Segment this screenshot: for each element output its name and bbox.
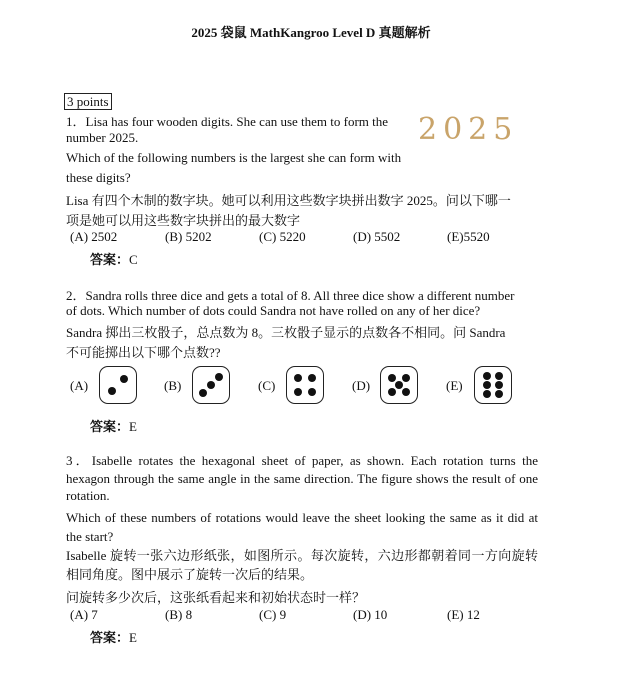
q1-answer [90, 249, 138, 268]
die-c [286, 366, 324, 404]
q3-option-c: (C) 9 [259, 607, 287, 622]
q1-option-a: (A) 2502 [70, 229, 118, 244]
die-pip [388, 374, 396, 382]
q1-option-e: (E)5520 [447, 229, 490, 244]
die-pip [207, 381, 215, 389]
q2-answer [90, 416, 137, 435]
year-decoration: 2025 [418, 112, 519, 147]
die-pip [495, 390, 503, 398]
die-pip [108, 387, 116, 395]
q3-option-e: (E) 12 [447, 607, 480, 622]
page-title: 2025 袋鼠 MathKangroo Level D 真题解析 [191, 25, 431, 40]
die-e [474, 366, 512, 404]
q1-option-b: (B) 5202 [165, 229, 212, 244]
die-pip [483, 372, 491, 380]
die-pip [199, 389, 207, 397]
die-pip [388, 388, 396, 396]
q1-option-c: (C) 5220 [259, 229, 306, 244]
die-b [192, 366, 230, 404]
q3-answer-value: E [129, 630, 137, 645]
q2-answer-label: 答案： [90, 419, 130, 434]
die-pip [215, 373, 223, 381]
q3-answer-label: 答案： [90, 630, 130, 645]
q1-zh-line1: Lisa 有四个木制的数字块。她可以利用这些数字块拼出数字 2025。问以下哪一 [66, 193, 511, 208]
die-label-d: (D) [352, 378, 371, 393]
q3-answer [90, 627, 137, 646]
q3-option-d: (D) 10 [353, 607, 388, 622]
die-pip [120, 375, 128, 383]
die-label-a: (A) [70, 378, 89, 393]
q2-zh-line2: 不可能掷出以下哪个点数?? [66, 345, 221, 360]
die-pip [402, 374, 410, 382]
q1-option-d: (D) 5502 [353, 229, 401, 244]
q3-option-b: (B) 8 [165, 607, 193, 622]
q1-en-line2: number 2025. [66, 130, 139, 145]
q1-answer-value: C [129, 252, 138, 267]
die-pip [395, 381, 403, 389]
die-a [99, 366, 137, 404]
die-label-e: (E) [446, 378, 463, 393]
die-pip [294, 374, 302, 382]
die-pip [308, 374, 316, 382]
q1-answer-label: 答案： [90, 252, 130, 267]
die-d [380, 366, 418, 404]
q3-zh-line: 问旋转多少次后，这张纸看起来和初始状态时一样？ [66, 590, 366, 605]
die-pip [308, 388, 316, 396]
q3-en-para2: Which of these numbers of rotations would leave the sheet looking the same as it did at the start? [66, 510, 538, 544]
die-pip [483, 390, 491, 398]
q1-en-line1: 1．Lisa has four wooden digits. She can use them to form the [66, 114, 389, 129]
die-label-b: (B) [164, 378, 182, 393]
q1-en-line4: these digits? [66, 170, 131, 185]
die-label-c: (C) [258, 378, 276, 393]
q3-option-a: (A) 7 [70, 607, 98, 622]
die-pip [495, 381, 503, 389]
q1-zh-line2: 项是她可以用这些数字块拼出的最大数字 [66, 213, 301, 228]
die-pip [402, 388, 410, 396]
q3-en-para1: 3．Isabelle rotates the hexagonal sheet of paper, as shown. Each rotation turns the hexagon through the same angle in the same direction. The figure shows the result of one rotation. [66, 453, 538, 503]
die-pip [483, 381, 491, 389]
q2-en-line2: of dots. Which number of dots could Sandra not have rolled on any of her dice? [66, 303, 481, 318]
q2-zh-line1: Sandra 掷出三枚骰子，总点数为 8。三枚骰子显示的点数各不相同。问 Sandra [66, 325, 506, 340]
die-pip [495, 372, 503, 380]
points-label: 3 points [64, 93, 112, 110]
q1-en-line3: Which of the following numbers is the largest she can form with [66, 150, 402, 165]
q2-en-line1: 2．Sandra rolls three dice and gets a total of 8. All three dice show a different number [66, 288, 515, 303]
q2-answer-value: E [129, 419, 137, 434]
die-pip [294, 388, 302, 396]
q3-zh-para1: Isabelle 旋转一张六边形纸张，如图所示。每次旋转，六边形都朝着同一方向旋转相同角度。图中展示了旋转一次后的结果。 [66, 548, 538, 582]
